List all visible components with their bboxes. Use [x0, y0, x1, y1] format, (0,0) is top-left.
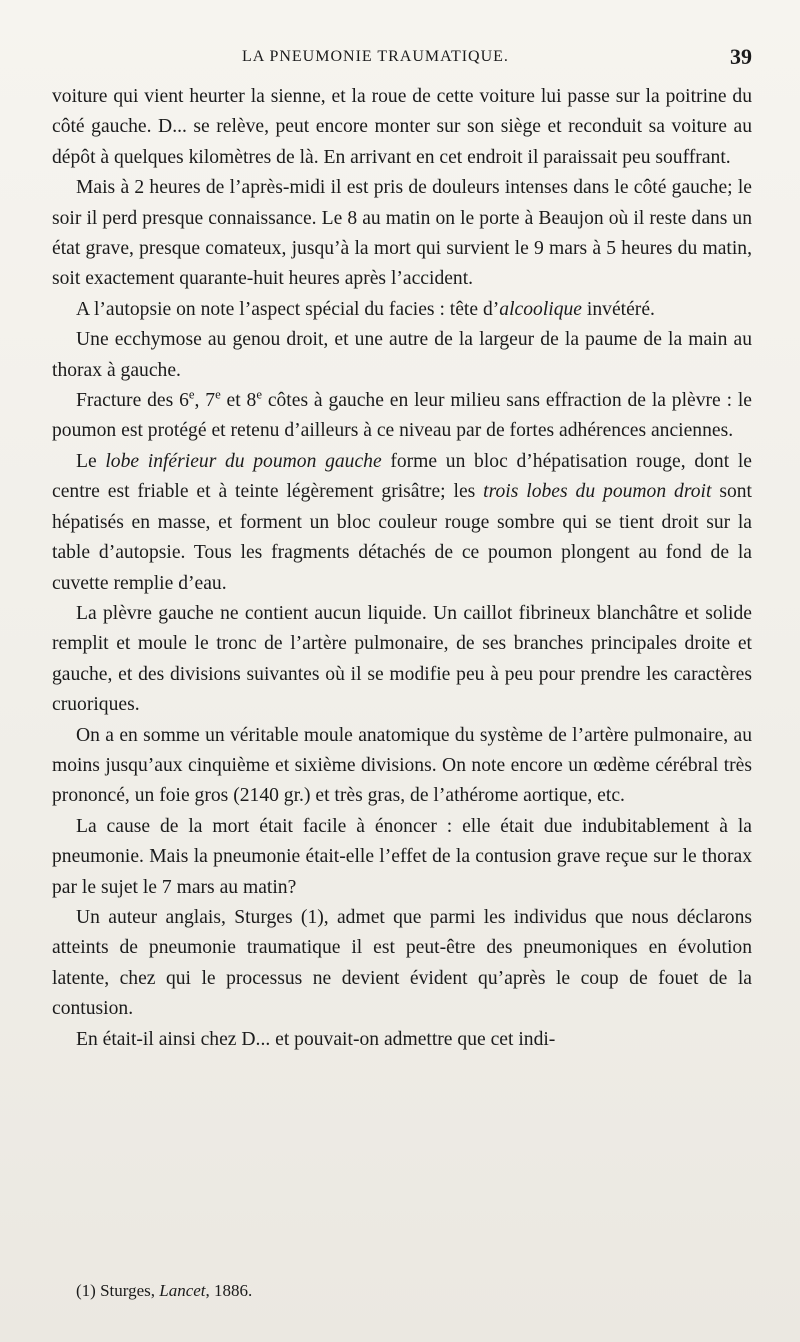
paragraph-6-text-a: Le	[76, 450, 106, 472]
footnote-title: Lancet	[159, 1281, 206, 1300]
paragraph-11: En était-il ainsi chez D... et pouvait-on admettre que cet indi-	[76, 1028, 556, 1050]
footnote-suffix: , 1886.	[205, 1281, 253, 1300]
paragraph-7: La plèvre gauche ne contient aucun liquide. Un caillot fibrineux blanchâtre et solide remplit et moule le tronc de l’artère pulmonaire, de ses branches principales droite et gauche, et des divisions suivantes où il se modifie peu à peu pour prendre les caractères cruoriques.	[52, 602, 752, 716]
paragraph-5-text-b: , 7	[194, 390, 216, 412]
paragraph-5-sup-2: e	[215, 387, 221, 402]
paragraph-3-italic: alcoolique	[499, 298, 583, 320]
paragraph-5-text-c: et 8	[220, 390, 257, 412]
footnote-prefix: (1) Sturges,	[76, 1281, 160, 1300]
page-header	[52, 44, 752, 76]
paragraph-6-text-b: forme un bloc d’hépatisation rouge, dont le centre est friable et à teinte légèrement grisâtre; les	[52, 450, 752, 503]
paragraph-6	[52, 447, 752, 599]
paragraph-3-text-b: invétéré.	[582, 298, 655, 320]
body-text	[52, 82, 752, 1055]
paragraph-8: On a en somme un véritable moule anatomique du système de l’artère pulmonaire, au moins jusqu’aux cinquième et sixième divisions. On note encore un œdème cérébral très prononcé, un foie gros (2140 gr.) et très gras, de l’athérome aortique, etc.	[52, 724, 752, 807]
paragraph-6-text-c: sont hépatisés en masse, et forment un bloc couleur rouge sombre qui se tient droit sur la table d’autopsie. Tous les fragments détachés de ce poumon plongent au fond de la cuvette remplie d’eau.	[52, 481, 752, 594]
paragraph-9: La cause de la mort était facile à énoncer : elle était due indubitablement à la pneumonie. Mais la pneumonie était-elle l’effet de la contusion grave reçue sur le thorax par le sujet le 7 mars au matin?	[52, 815, 752, 898]
paragraph-3-text-a: A l’autopsie on note l’aspect spécial du facies : tête d’	[76, 298, 500, 320]
paragraph-6-italic-2: trois lobes du poumon droit	[483, 481, 712, 503]
running-title: LA PNEUMONIE TRAUMATIQUE.	[242, 48, 509, 65]
paragraph-5-text-a: Fracture des 6	[76, 390, 189, 412]
page-number: 39	[730, 44, 752, 69]
paragraph-1: voiture qui vient heurter la sienne, et la roue de cette voiture lui passe sur la poitrine du côté gauche. D... se relève, peut encore monter sur son siège et reconduit sa voiture au dépôt à quelques kilomètres de là. En arrivant en cet endroit il paraissait peu souffrant.	[52, 86, 752, 168]
paragraph-5-text-d: côtes à gauche en leur milieu sans effraction de la plèvre : le poumon est protégé et retenu d’ailleurs à ce niveau par de fortes adhérences anciennes.	[52, 390, 752, 442]
footnote	[76, 1281, 252, 1301]
paragraph-10: Un auteur anglais, Sturges (1), admet que parmi les individus que nous déclarons atteints de pneumonie traumatique il est peut-être des pneumoniques en évolution latente, chez qui le processus ne devient évident qu’après le coup de fouet de la contusion.	[52, 906, 752, 1020]
paragraph-4: Une ecchymose au genou droit, et une autre de la largeur de la paume de la main au thorax à gauche.	[52, 329, 752, 381]
paragraph-5-sup-3: e	[256, 387, 262, 402]
paragraph-5	[52, 386, 752, 447]
paragraph-5-sup-1: e	[188, 387, 195, 402]
paragraph-2: Mais à 2 heures de l’après-midi il est pris de douleurs intenses dans le côté gauche; le soir il perd presque connaissance. Le 8 au matin on le porte à Beaujon où il reste dans un état grave, presque comateux, jusqu’à la mort qui survient le 9 mars à 5 heures du matin, soit exactement quarante-huit heures après l’accident.	[52, 177, 752, 290]
paragraph-3	[52, 295, 752, 325]
paragraph-6-italic-1: lobe inférieur du poumon gauche	[105, 450, 382, 472]
